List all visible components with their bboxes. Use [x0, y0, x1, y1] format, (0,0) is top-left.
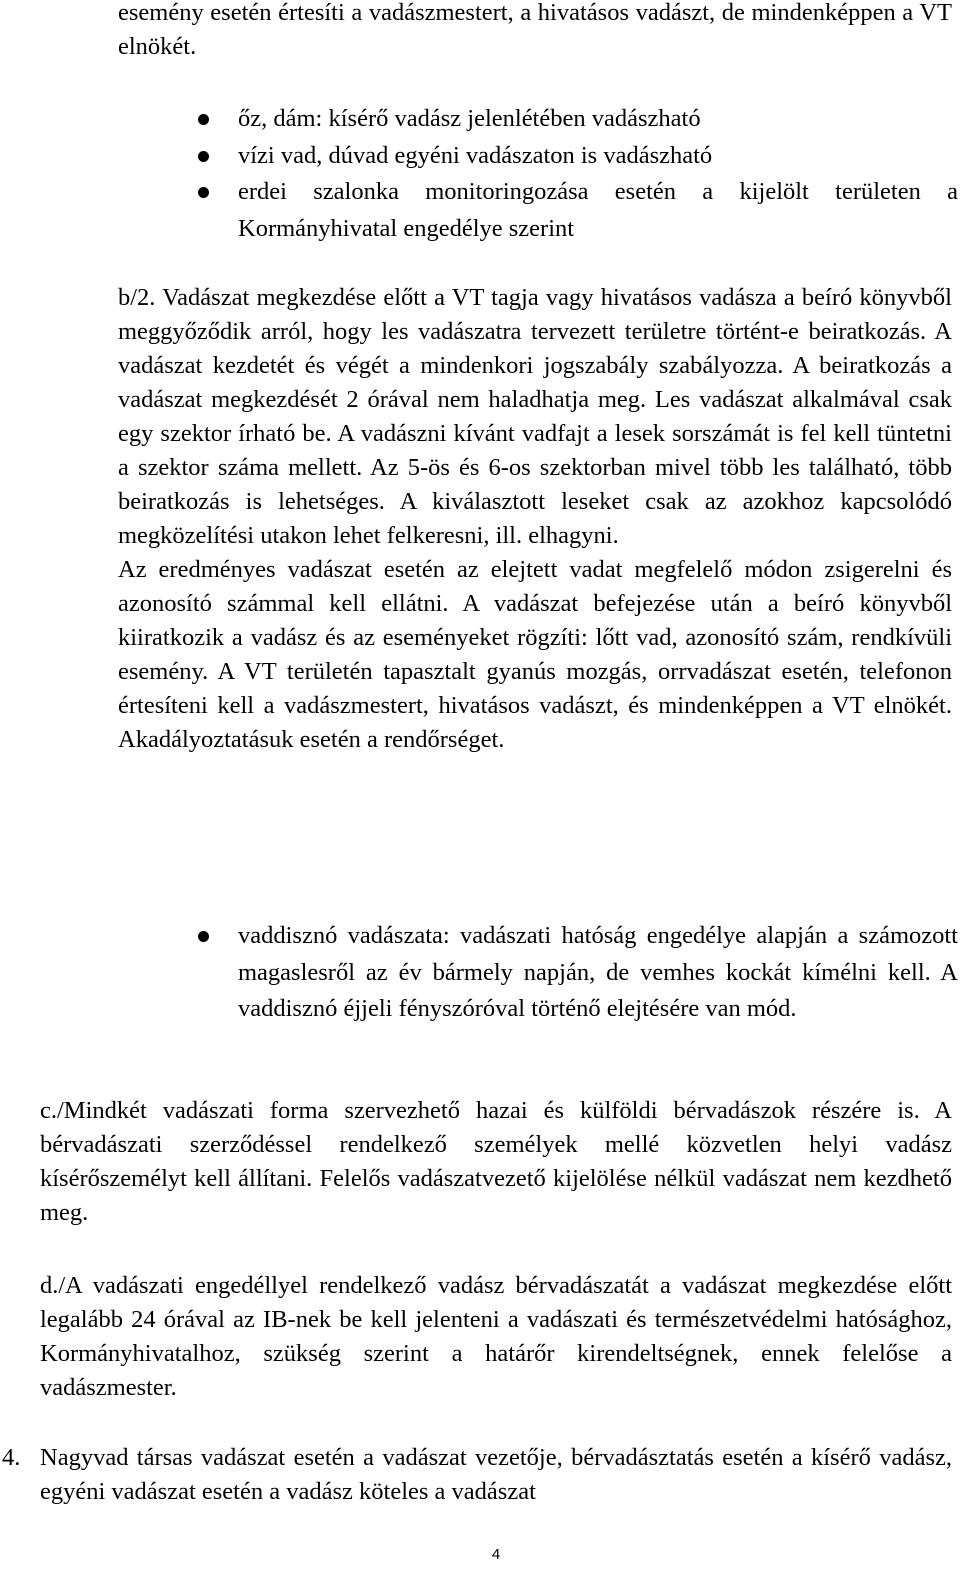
list-item: [198, 101, 958, 138]
bullet-text: erdei szalonka monitoringozása esetén a kijelölt területen a Kormányhivatal engedélye szerint: [238, 178, 958, 242]
bullet-text: vaddisznó vadászata: vadászati hatóság engedélye alapján a számozott magaslesről az év bármely napján, de vemhes kockát kímélni kell. A vaddisznó éjjeli fényszóróval történő elejtésére van mód.: [238, 922, 958, 1022]
section-d: [40, 1269, 952, 1405]
bullet-icon: [198, 114, 209, 125]
item-4-text: Nagyvad társas vadászat esetén a vadászat vezetője, bérvadásztatás esetén a kísérő vadász, egyéni vadászat esetén a vadász köteles a vadászat: [40, 1444, 952, 1505]
bullet-text: őz, dám: kísérő vadász jelenlétében vadászható: [238, 105, 701, 132]
d-paragraph: d./A vadászati engedéllyel rendelkező vadász bérvadászatát a vadászat megkezdése előtt legalább 24 órával az IB-nek be kell jelenteni a vadászati és természetvédelmi hatósághoz, Kormányhivatalhoz, szükség szerint a határőr kirendeltségnek, ennek felelőse a vadászmester.: [40, 1272, 952, 1401]
bullet-icon: [198, 187, 209, 198]
list-item: [198, 918, 958, 1028]
intro-paragraph: [118, 0, 952, 64]
item-4: [40, 1441, 952, 1509]
page-number: 4: [491, 1546, 501, 1563]
section-c: [40, 1094, 952, 1230]
item-4-number: 4.: [2, 1444, 21, 1471]
c-paragraph: c./Mindkét vadászati forma szervezhető hazai és külföldi bérvadászok részére is. A bérvadászati szerződéssel rendelkező személyek mellé közvetlen helyi vadász kísérőszemélyt kell állítani. Felelős vadászatvezető kijelölése nélkül vadászat nem kezdhető meg.: [40, 1097, 952, 1226]
b2-paragraph-1: b/2. Vadászat megkezdése előtt a VT tagja vagy hivatásos vadásza a beíró könyvből meggyőződik arról, hogy les vadászatra tervezett területre történt-e beiratkozás. A vadászat kezdetét és végét a mindenkori jogszabály szabályozza. A beiratkozás a vadászat megkezdését 2 órával nem haladhatja meg. Les vadászat alkalmával csak egy szektor írható be. A vadászni kívánt vadfajt a lesek sorszámát is fel kell tüntetni a szektor száma mellett. Az 5-ös és 6-os szektorban mivel több les található, több beiratkozás is lehetséges. A kiválasztott leseket csak az azokhoz kapcsolódó megközelítési utakon lehet felkeresni, ill. elhagyni.: [118, 284, 952, 549]
bullet-icon: [198, 151, 209, 162]
bullet-icon: [198, 931, 209, 942]
list-item: [198, 138, 958, 175]
bullet-text: vízi vad, dúvad egyéni vadászaton is vadászható: [238, 141, 713, 169]
intro-text: esemény esetén értesíti a vadászmestert, a hivatásos vadászt, de mindenképpen a VT elnökét.: [118, 0, 952, 60]
b2-paragraph-2: Az eredményes vadászat esetén az elejtett vadat megfelelő módon zsigerelni és azonosító számmal kell ellátni. A vadászat befejezése után a beíró könyvből kiiratkozik a vadász és az eseményeket rögzíti: lőtt vad, azonosító szám, rendkívüli esemény. A VT területén tapasztalt gyanús mozgás, orrvadászat esetén, telefonon értesíteni kell a vadászmestert, hivatásos vadászt, és mindenképpen a VT elnökét. Akadályoztatásuk esetén a rendőrséget.: [118, 556, 952, 753]
section-b2: [118, 281, 952, 757]
list-item: [198, 174, 958, 247]
bullet-list-1: [198, 101, 958, 247]
bullet-list-2: [198, 918, 958, 1028]
